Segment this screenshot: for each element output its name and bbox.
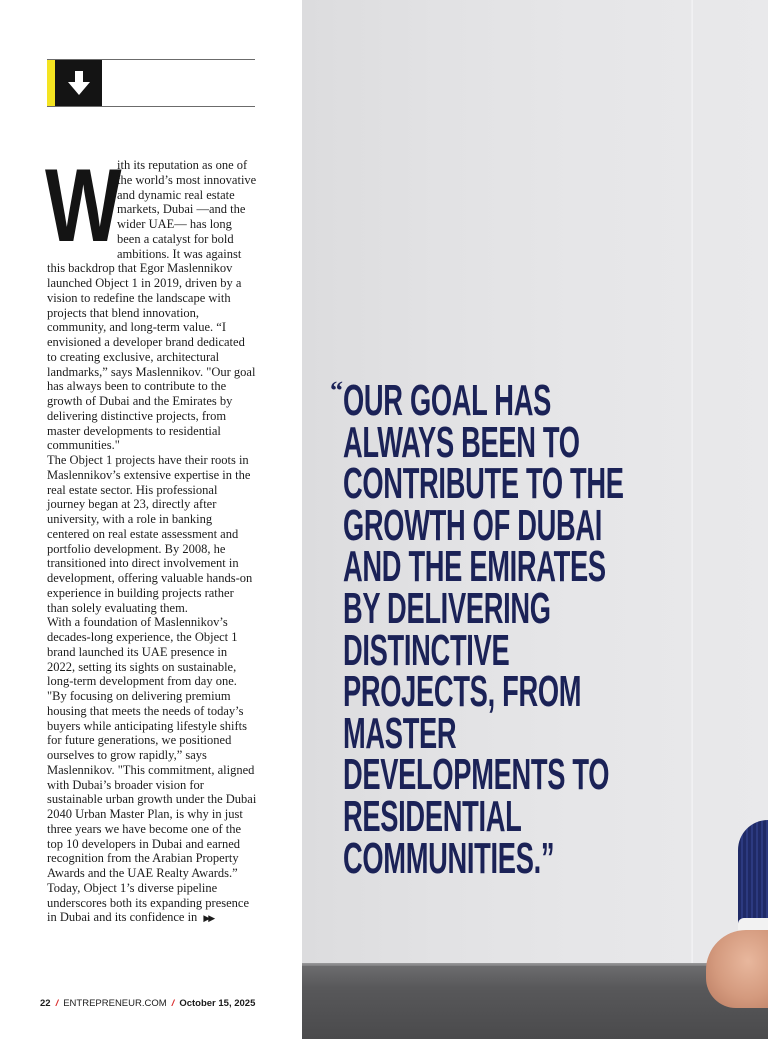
- page-number: 22: [40, 998, 51, 1009]
- section-tag: [47, 59, 255, 107]
- pull-quote: OUR GOAL HAS ALWAYS BEEN TO CONTRIBUTE TO THE GROWTH OF DUBAI AND THE EMIRATES BY DELIVERING DISTINCTIVE PROJECTS, FROM MASTER DEVELOPMENTS TO RESIDENTIAL COMMUNITIES.”: [343, 376, 624, 883]
- article-column: [0, 0, 302, 1039]
- table-surface: [302, 966, 768, 1039]
- article-body: [45, 148, 257, 926]
- article-paragraph: The Object 1 projects have their roots in Maslennikov’s extensive expertise in the real estate sector. His professional journey began at 23, directly after university, with a role in banking centered on real estate assessment and portfolio development. By 2008, he transitioned into direct involvement in development, offering valuable hands-on experience in building projects rather than solely evaluating them.: [47, 453, 253, 615]
- arrow-down-icon: [66, 69, 92, 97]
- hand: [706, 930, 768, 1008]
- section-icon-box: [55, 60, 102, 106]
- footer-separator: /: [171, 998, 175, 1009]
- page-footer: [40, 998, 255, 1009]
- section-accent-bar: [47, 60, 55, 106]
- drop-cap: W: [45, 148, 119, 264]
- wall-panel-seam: [691, 0, 694, 970]
- double-arrow-right-icon: ▶▶: [203, 913, 214, 924]
- article-paragraph: Today, Object 1’s diverse pipeline underscores both its expanding presence in Dubai and its confidence in ▶▶: [47, 880, 250, 925]
- article-paragraph: W ith its reputation as one of the world’s most innovative and dynamic real estate markets, Dubai —and the wider UAE— has long been a catalyst for bold ambitions. It was against this backdrop that Egor Maslennikov launched Object 1 in 2019, driven by a vision to redefine the landscape with projects that blend innovation, community, and long-term value. “I envisioned a developer brand dedicated to creating exclusive, architectural landmarks,” says Maslennikov. "Our goal has always been to contribute to the growth of Dubai and the Emirates by delivering distinctive projects, from master developments to residential communities.": [45, 148, 257, 453]
- issue-date: October 15, 2025: [179, 998, 256, 1009]
- publication-name: ENTREPRENEUR.COM: [63, 998, 167, 1009]
- footer-separator: /: [55, 998, 59, 1009]
- quote-open-mark: “: [330, 376, 343, 405]
- article-paragraph: With a foundation of Maslennikov’s decades-long experience, the Object 1 brand launched its UAE presence in 2022, setting its sights on sustainable, long-term development from day one. "By focusing on delivering premium housing that meets the needs of today’s buyers while anticipating lifestyle shifts for future generations, we positioned ourselves to grow rapidly,” says Maslennikov. "This commitment, aligned with Dubai’s broader vision for sustainable urban growth under the Dubai 2040 Urban Master Plan, is why in just three years we have become one of the top 10 developers in Dubai and earned recognition from the Arabian Property Awards and the UAE Realty Awards.”: [47, 615, 257, 880]
